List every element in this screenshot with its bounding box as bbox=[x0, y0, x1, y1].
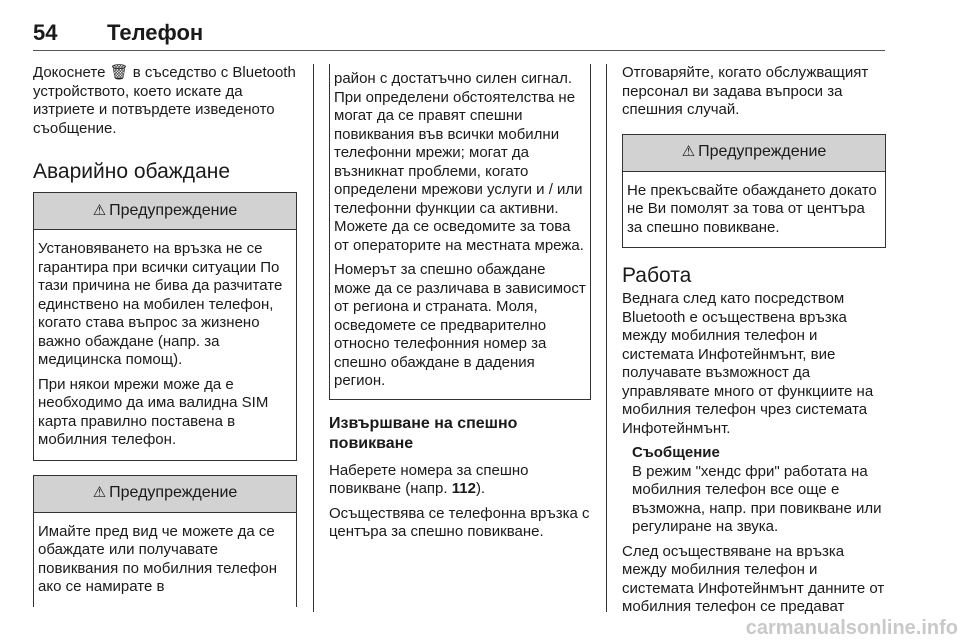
intro-paragraph: Докоснете 🗑 в съседство с Bluetooth устройството, което искате да изтриете и потвърдете изведеното съобщение. bbox=[33, 64, 296, 137]
column-divider-2 bbox=[606, 64, 607, 612]
answer-paragraph: Отговаряйте, когато обслужващият персонал ви задава въпроси за спешния случай. bbox=[622, 64, 869, 118]
warning-box-2 bbox=[33, 475, 297, 607]
warning-paragraph: При някои мрежи може да е необходимо да има валидна SIM карта правилно поставена в мобилния телефон. bbox=[38, 375, 269, 448]
warning-title: Предупреждение bbox=[109, 484, 238, 502]
warning-paragraph: Установяването на връзка не се гарантира при всички ситуации По тази причина не бива да разчитате единствено на мобилен телефон, когато става въпрос за жизнено важно обаждане (напр. за медицинска помощ). bbox=[38, 240, 283, 368]
column-3 bbox=[622, 64, 886, 623]
warning-icon: ⚠ bbox=[92, 484, 107, 502]
note-block bbox=[622, 444, 886, 537]
column-divider-1 bbox=[313, 64, 314, 612]
warning-header bbox=[34, 193, 296, 230]
warning-body bbox=[623, 172, 885, 248]
warning-icon: ⚠ bbox=[681, 143, 696, 161]
column-2 bbox=[329, 64, 591, 548]
dial-text-end: ). bbox=[475, 480, 486, 497]
warning-header bbox=[623, 135, 885, 172]
connection-paragraph: Осъществява се телефонна връзка с центъра за спешно повикване. bbox=[329, 504, 590, 540]
warning-title: Предупреждение bbox=[698, 143, 827, 161]
watermark: carmanualsonline.info bbox=[745, 617, 958, 639]
warning-paragraph: Номерът за спешно обаждане може да се различава в зависимост от региона и страната. Моля, осведомете се предварително относно телефонния номер за спешно обаждане в дадения регион. bbox=[334, 261, 586, 389]
warning-box-continued bbox=[329, 64, 591, 400]
warning-icon: ⚠ bbox=[92, 201, 107, 219]
warning-header bbox=[34, 476, 296, 513]
warning-body bbox=[34, 513, 296, 607]
page-header bbox=[0, 0, 960, 55]
warning-title: Предупреждение bbox=[109, 201, 238, 219]
emergency-number: 112 bbox=[451, 480, 476, 497]
dial-paragraph bbox=[329, 462, 591, 499]
warning-box-3 bbox=[622, 134, 886, 249]
header-rule bbox=[33, 50, 885, 51]
page-number: 54 bbox=[33, 20, 58, 45]
section-heading-operation: Работа bbox=[622, 264, 692, 287]
note-body: В режим "хендс фри" работата на мобилния телефон все още е възможна, напр. при повикване или регулиране на звука. bbox=[632, 462, 882, 535]
data-transfer-paragraph: След осъществяване на връзка между мобилния телефон и системата Инфотейнмънт данните от мобилния телефон се предават bbox=[622, 542, 885, 615]
warning-paragraph: район с достатъчно силен сигнал. При определени обстоятелства не могат да се правят спешни повиквания във всички мобилни телефонни мрежи; могат да възникнат проблеми, когато определени мрежови услуги и / или телефонни функции са активни. Можете да се осведомите за това от операторите на местната мрежа. bbox=[334, 70, 584, 254]
column-1 bbox=[33, 64, 297, 617]
warning-paragraph: Не прекъсвайте обаждането докато не Ви помолят за това от центъра за спешно повикване. bbox=[627, 181, 877, 236]
warning-body bbox=[34, 230, 296, 460]
subsection-heading-emergency-call: Извършване на спешно повикване bbox=[329, 414, 518, 452]
dial-text: Наберете номера за спешно повикване (напр. bbox=[329, 461, 529, 497]
section-heading-emergency-call: Аварийно обаждане bbox=[33, 160, 231, 183]
warning-box-1 bbox=[33, 192, 297, 461]
operation-paragraph: Веднага след като посредством Bluetooth е осъществена връзка между мобилния телефон и системата Инфотейнмънт, вие получавате възможност да управлявате много от функциите на мобилния телефон чрез системата Инфотейнмънт. bbox=[622, 290, 874, 437]
note-title: Съобщение bbox=[632, 444, 720, 461]
page-title: Телефон bbox=[107, 20, 204, 45]
warning-paragraph: Имайте пред вид че можете да се обаждате или получавате повиквания по мобилния телефон ако се намирате в bbox=[38, 522, 278, 595]
